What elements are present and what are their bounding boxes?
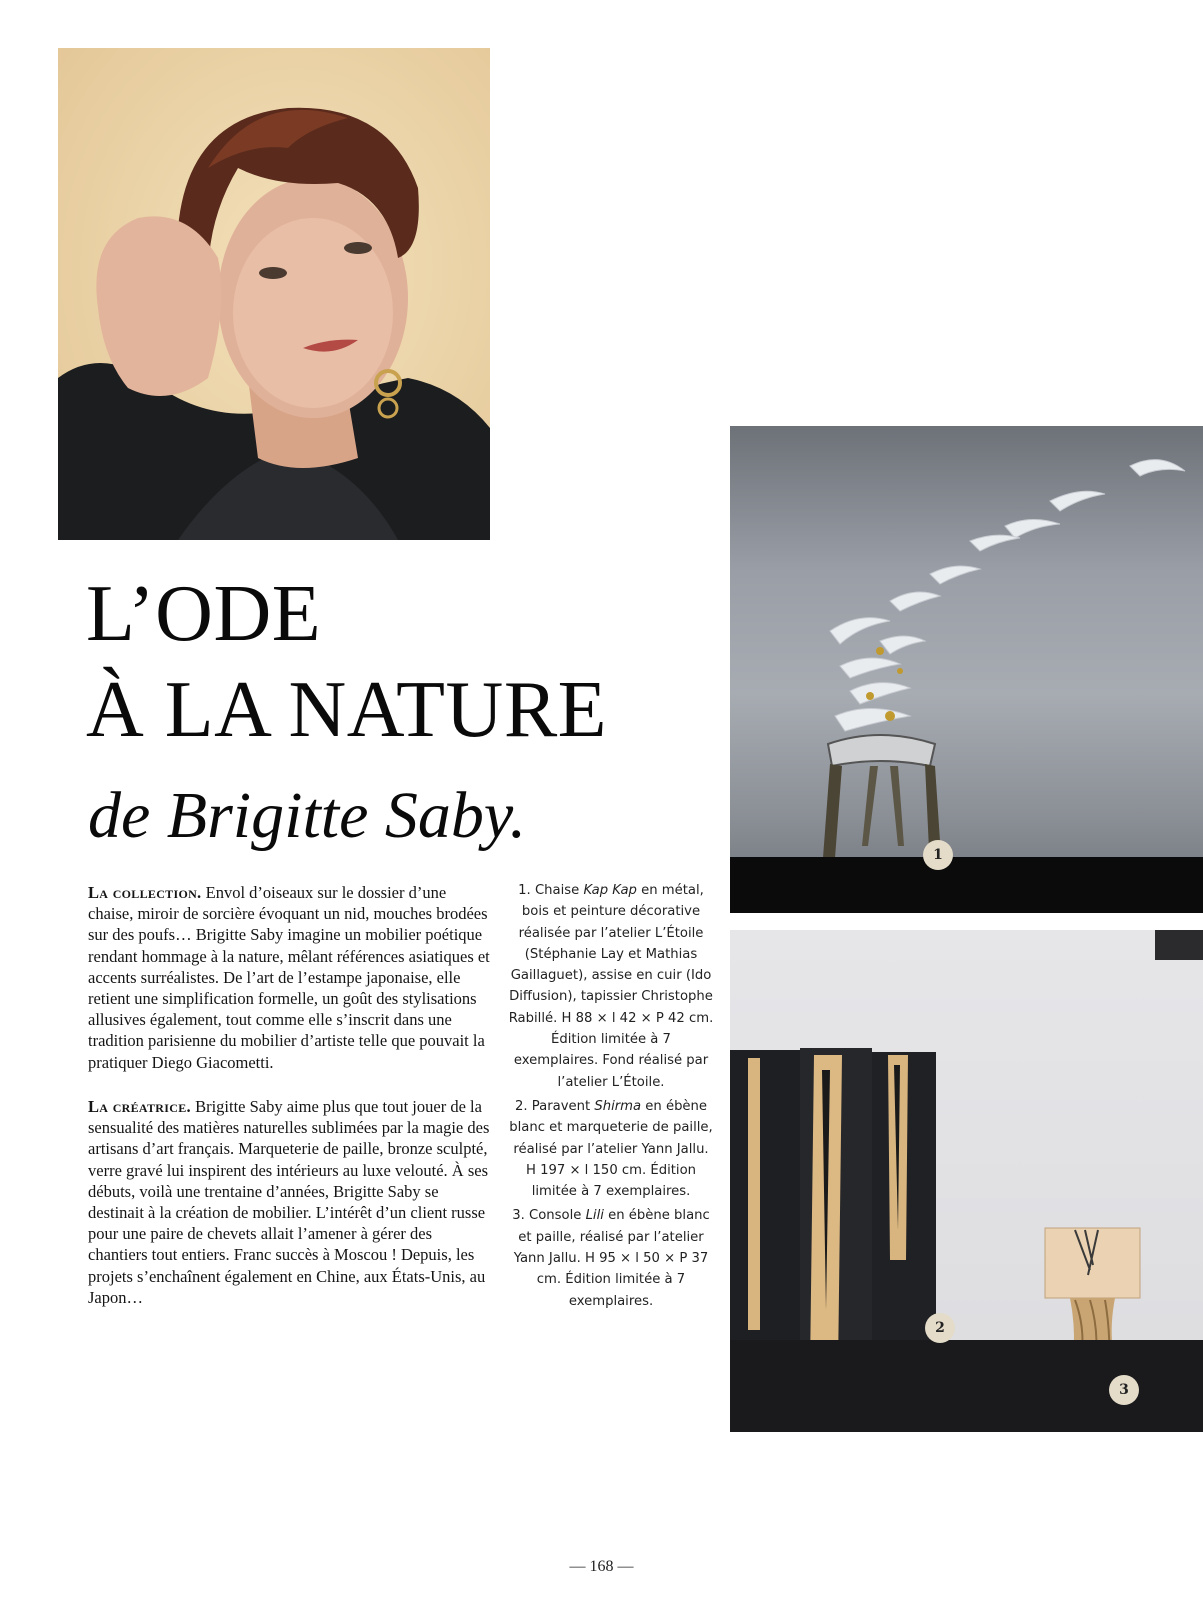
caption-number: 3.: [512, 1208, 525, 1224]
caption-name: Lili: [585, 1208, 604, 1224]
caption-number: 1.: [518, 883, 531, 898]
caption-text: en ébène blanc et marqueterie de paille, réalisé par l’atelier Yann Jallu. H 197 × l 150 cm. Édition limitée à 7 exemplaires.: [509, 1098, 713, 1200]
headline-line-2: À LA NATURE: [86, 666, 608, 754]
caption-name: Kap Kap: [583, 883, 637, 898]
screen-console-photo: [730, 930, 1203, 1432]
caption-text: en métal, bois et peinture décorative réalisée par l’atelier L’Étoile (Stéphanie Lay et Mathias Gaillaguet), assise en cuir (Ido Diffusion), tapissier Christophe Rabillé. H 88 × l 42 × P 42 cm. Édition limitée à 7 exemplaires. Fond réalisé par l’atelier L’Étoile.: [508, 883, 714, 1090]
caption-type: Paravent: [531, 1098, 591, 1114]
caption-number: 2.: [514, 1098, 528, 1114]
portrait-photo: [58, 48, 490, 540]
caption-type: Chaise: [534, 883, 580, 898]
caption-3: [508, 1205, 714, 1311]
paragraph-collection: [88, 882, 490, 1073]
paragraph-lead: La créatrice.: [88, 1097, 191, 1116]
caption-1: [508, 880, 714, 1093]
caption-name: Shirma: [594, 1098, 642, 1114]
floor: [730, 857, 1203, 913]
portrait-illustration: [58, 48, 490, 540]
chair-illustration: [730, 426, 1203, 913]
caption-2: [508, 1096, 714, 1202]
paragraph-lead: La collection.: [88, 883, 202, 902]
caption-type: Console: [529, 1208, 582, 1224]
paragraph-creatrice: [88, 1096, 490, 1308]
photo-number-badge-3: 3: [1109, 1375, 1139, 1405]
caption-column: [508, 880, 714, 1315]
headline: [86, 566, 706, 758]
paragraph-text: Envol d’oiseaux sur le dossier d’une chaise, miroir de sorcière évoquant un nid, mouches brodées sur des poufs… Brigitte Saby imagine un mobilier poétique rendant hommage à la nature, mêlant références asiatiques et accents surréalistes. De l’art de l’estampe japonaise, elle retient une simplification formelle, un goût des stylisations allusives également, tout comme elle s’inscrit dans une tradition parisienne du mobilier d’artiste telle que pouvait la pratiquer Diego Giacometti.: [88, 883, 490, 1072]
headline-line-1: L’ODE: [86, 570, 322, 658]
subhead: de Brigitte Saby.: [88, 779, 527, 852]
photo-number-badge-1: 1: [923, 840, 953, 870]
photo-number-badge-2: 2: [925, 1313, 955, 1343]
caption-text: en ébène blanc et paille, réalisé par l’atelier Yann Jallu. H 95 × l 50 × P 37 cm. Édition limitée à 7 exemplaires.: [513, 1208, 710, 1309]
page-number: — 168 —: [569, 1558, 634, 1575]
chair-photo: [730, 426, 1203, 913]
paragraph-text: Brigitte Saby aime plus que tout jouer de la sensualité des matières naturelles sublimées par la magie des artisans d’art français. Marqueterie de paille, bronze sculpté, verre gravé lui inspirent des intérieurs au luxe velouté. À ses débuts, voilà une trentaine d’années, Brigitte Saby se destinait à la création de mobilier. L’intérêt d’un client russe pour une paire de chevets allait l’amener à gérer des chantiers tout entiers. Franc succès à Moscou ! Depuis, les projets s’enchaînent également en Chine, aux États-Unis, au Japon…: [88, 1097, 490, 1307]
